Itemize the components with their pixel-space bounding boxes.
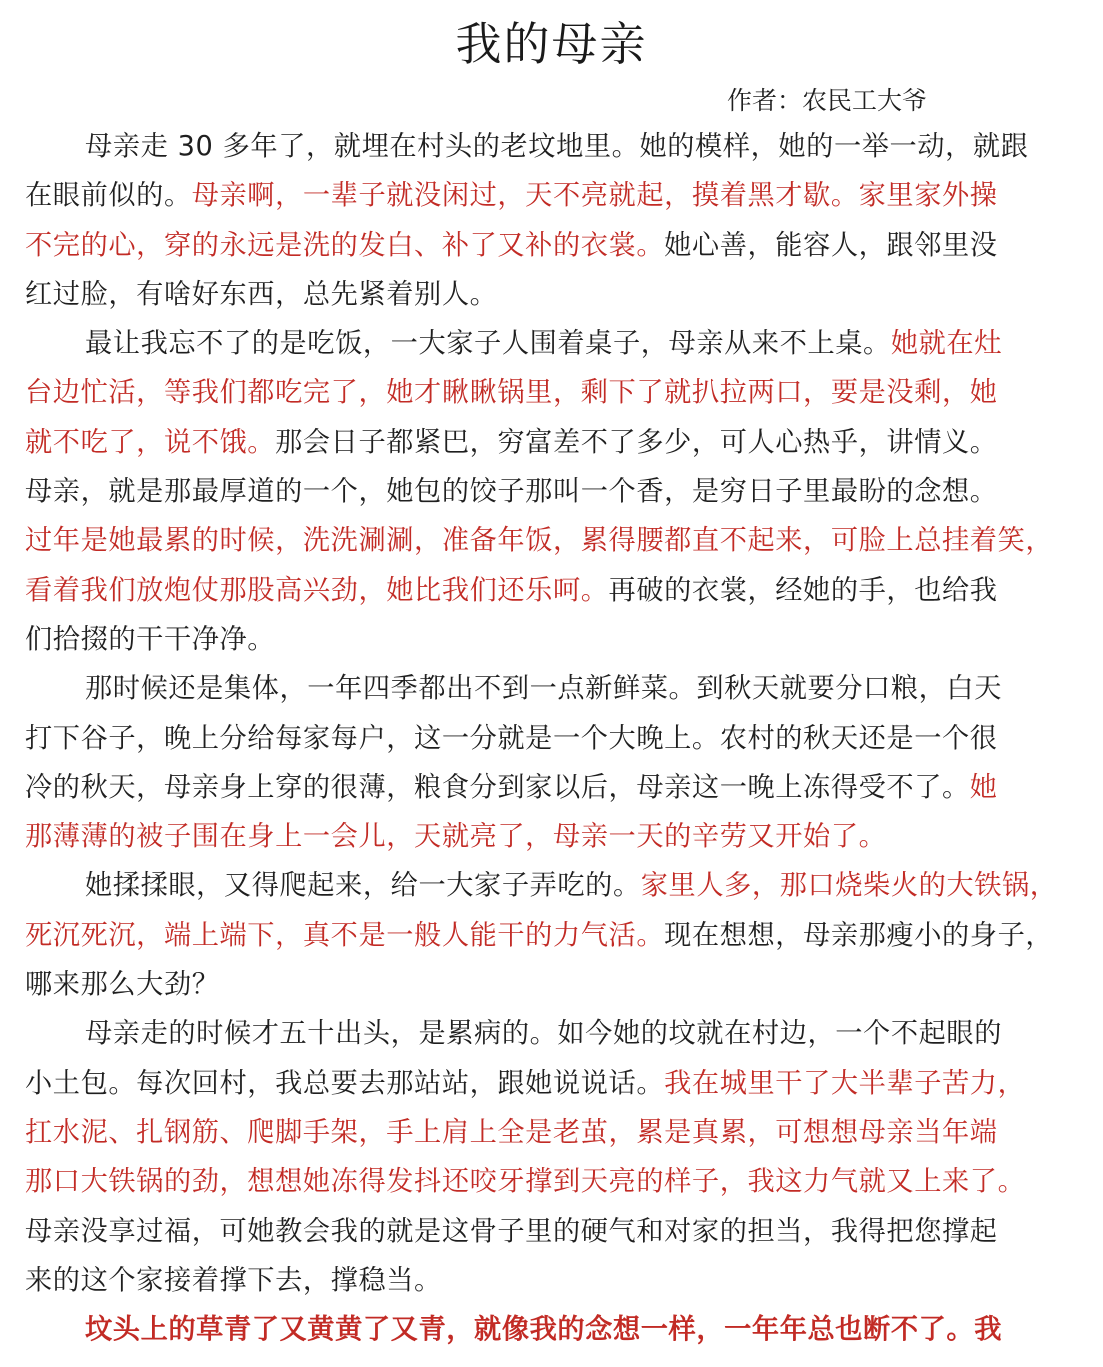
text-segment: 那会日子都紧巴，穷富差不了多少，可人心热乎，讲情义。 — [275, 426, 998, 458]
text-line — [25, 467, 1085, 516]
text-segment: 最让我忘不了的是吃饭，一大家子人围着桌子，母亲从来不上桌。 — [85, 328, 891, 360]
text-segment: 母亲，就是那最厚道的一个，她包的饺子那叫一个香，是穷日子里最盼的念想。 — [25, 476, 998, 508]
article-author: 作者：农民工大爷 — [727, 86, 928, 115]
text-line — [25, 1256, 1085, 1305]
text-line — [25, 516, 1085, 565]
text-line — [25, 1207, 1085, 1256]
text-line — [25, 270, 1085, 319]
text-segment: 母亲走的时候才五十出头，是累病的。如今她的坟就在村边，一个不起眼的 — [85, 1018, 1002, 1050]
text-segment: 小土包。每次回村，我总要去那站站，跟她说说话。 — [25, 1067, 665, 1099]
highlighted-text-segment: 就不吃了，说不饿。 — [25, 426, 276, 458]
text-line — [25, 911, 1085, 960]
text-segment: 她揉揉眼，又得爬起来，给一大家子弄吃的。 — [85, 870, 641, 902]
highlighted-text-segment: 母亲啊，一辈子就没闲过，天不亮就起，摸着黑才歇。家里家外操 — [191, 180, 998, 212]
article-body — [25, 122, 1085, 1354]
text-line — [25, 319, 1085, 368]
text-segment: 那时候还是集体，一年四季都出不到一点新鲜菜。到秋天就要分口粮，白天 — [85, 673, 1002, 705]
text-segment: 她心善，能容人，跟邻里没 — [664, 229, 998, 261]
text-line — [25, 1108, 1085, 1157]
text-segment: 现在想想，母亲那瘦小的身子， — [664, 919, 1054, 951]
cut-off-next-line — [25, 1352, 1085, 1367]
highlighted-text-segment: 坟头上的草青了又黄黄了又青，就像我的念想一样，一年年总也断不了。我 — [85, 1314, 1002, 1346]
text-line — [25, 1157, 1085, 1206]
text-line — [25, 615, 1085, 664]
text-line — [25, 171, 1085, 220]
text-line — [25, 960, 1085, 1009]
text-segment: 母亲走 30 多年了，就埋在村头的老坟地里。她的模样，她的一举一动，就跟 — [85, 131, 1029, 162]
highlighted-text-segment: 死沉死沉，端上端下，真不是一般人能干的力气活。 — [25, 919, 665, 951]
highlighted-text-segment: 她就在灶 — [890, 328, 1002, 360]
text-line — [25, 566, 1085, 615]
article-title: 我的母亲 — [455, 17, 648, 71]
highlighted-text-segment: 那口大铁锅的劲，想想她冻得发抖还咬牙撑到天亮的样子，我这力气就又上来了。 — [25, 1166, 1026, 1198]
highlighted-text-segment: 那薄薄的被子围在身上一会儿，天就亮了，母亲一天的辛劳又开始了。 — [25, 821, 887, 853]
text-line — [25, 418, 1085, 467]
highlighted-text-segment: 台边忙活，等我们都吃完了，她才瞅瞅锅里，剩下了就扒拉两口，要是没剩，她 — [25, 377, 998, 409]
text-line — [25, 221, 1085, 270]
text-line — [25, 368, 1085, 417]
text-line — [25, 714, 1085, 763]
highlighted-text-segment: 家里人多，那口烧柴火的大铁锅， — [640, 870, 1058, 902]
highlighted-text-segment: 看着我们放炮仗那股高兴劲，她比我们还乐呵。 — [25, 574, 609, 606]
text-line — [25, 1009, 1085, 1058]
text-segment: 们拾掇的干干净净。 — [25, 623, 276, 655]
text-segment: 打下谷子，晚上分给每家每户，这一分就是一个大晚上。农村的秋天还是一个很 — [25, 722, 998, 754]
text-line — [25, 763, 1085, 812]
text-segment: 哪来那么大劲？ — [25, 969, 220, 1001]
text-segment: 母亲没享过福，可她教会我的就是这骨子里的硬气和对家的担当，我得把您撑起 — [25, 1215, 998, 1247]
highlighted-text-segment: 我在城里干了大半辈子苦力， — [664, 1067, 1026, 1099]
text-line — [25, 1305, 1085, 1354]
text-segment: 在眼前似的。 — [25, 180, 192, 212]
highlighted-text-segment: 她 — [969, 771, 998, 803]
text-segment: 来的这个家接着撑下去，撑稳当。 — [25, 1264, 442, 1296]
text-segment: 再破的衣裳，经她的手，也给我 — [608, 574, 998, 606]
text-line — [25, 812, 1085, 861]
text-line — [25, 861, 1085, 910]
text-line — [25, 664, 1085, 713]
text-line — [25, 1059, 1085, 1108]
highlighted-text-segment: 不完的心，穿的永远是洗的发白、补了又补的衣裳。 — [25, 229, 665, 261]
text-segment: 冷的秋天，母亲身上穿的很薄，粮食分到家以后，母亲这一晚上冻得受不了。 — [25, 771, 970, 803]
highlighted-text-segment: 扛水泥、扎钢筋、爬脚手架，手上肩上全是老茧，累是真累，可想想母亲当年端 — [25, 1116, 998, 1148]
text-line — [25, 122, 1085, 171]
highlighted-text-segment: 过年是她最累的时候，洗洗涮涮，准备年饭，累得腰都直不起来，可脸上总挂着笑， — [25, 525, 1054, 557]
text-segment: 红过脸，有啥好东西，总先紧着别人。 — [25, 278, 498, 310]
